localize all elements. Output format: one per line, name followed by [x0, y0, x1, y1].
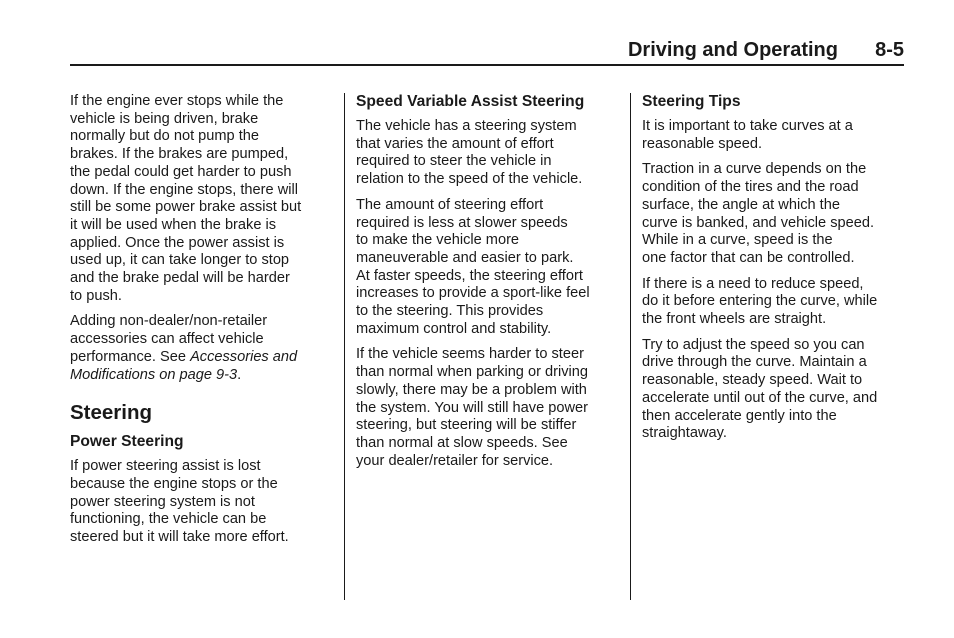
- text-line: If the engine ever stops while the: [70, 93, 284, 109]
- text-line: The amount of steering effort: [356, 196, 544, 213]
- text-line: your dealer/retailer for service.: [356, 452, 554, 469]
- text-line: curve is banked, and vehicle speed.: [642, 214, 875, 231]
- text-line: applied. Once the power assist is: [70, 234, 285, 251]
- text-line: steering, but steering will be stiffer: [356, 417, 577, 434]
- subheading-steering-tips: Steering Tips: [642, 93, 741, 110]
- text-line: required is less at slower speeds: [356, 214, 568, 231]
- text-line: down. If the engine stops, there will: [70, 181, 298, 198]
- paragraph-engine-stops: [70, 93, 332, 305]
- text-line: surface, the angle at which the: [642, 196, 840, 213]
- text-line: because the engine stops or the: [70, 475, 278, 492]
- text-line: brakes. If the brakes are pumped,: [70, 146, 289, 163]
- text-line: maximum control and stability.: [356, 320, 552, 337]
- column-divider: [630, 93, 631, 600]
- text-line: to make the vehicle more: [356, 232, 520, 249]
- text-line: than normal when parking or driving: [356, 364, 589, 381]
- text-line: While in a curve, speed is the: [642, 232, 833, 249]
- subheading-speed-variable-assist: Speed Variable Assist Steering: [356, 93, 585, 110]
- text-line: It is important to take curves at a: [642, 118, 853, 134]
- section-heading-steering: Steering: [70, 401, 153, 425]
- text-line: drive through the curve. Maintain a: [642, 354, 867, 371]
- cross-reference-link[interactable]: Accessories and: [190, 348, 298, 365]
- text-line: straightaway.: [642, 425, 727, 442]
- cross-reference-link[interactable]: Modifications on page 9-3: [70, 366, 238, 383]
- text-line: the system. You will still have power: [356, 399, 588, 416]
- paragraph-steering-system: [356, 118, 618, 189]
- paragraph-curves: [642, 118, 904, 153]
- text-line: Adding non-dealer/non-retailer: [70, 313, 268, 330]
- paragraph-traction: [642, 161, 904, 267]
- text-line: [70, 349, 332, 367]
- text-line: vehicle is being driven, brake: [70, 110, 259, 127]
- text-line: still be some power brake assist but: [70, 199, 302, 216]
- text-line: to push.: [70, 287, 122, 304]
- text-line: Try to adjust the speed so you can: [642, 336, 865, 353]
- text-line: If power steering assist is lost: [70, 458, 261, 475]
- text-line: slowly, there may be a problem with: [356, 381, 587, 398]
- paragraph-harder-to-steer: [356, 346, 618, 470]
- text-line: used up, it can take longer to stop: [70, 252, 290, 269]
- text-line: If the vehicle seems harder to steer: [356, 346, 584, 363]
- section-title: Driving and Operating: [627, 39, 838, 61]
- text-line: functioning, the vehicle can be: [70, 511, 267, 528]
- text-line: that varies the amount of effort: [356, 135, 554, 152]
- text-line: accessories can affect vehicle: [70, 331, 264, 348]
- text-line: the pedal could get harder to push: [70, 163, 292, 180]
- text-line: normally but do not pump the: [70, 128, 260, 145]
- subheading-power-steering: Power Steering: [70, 433, 184, 451]
- text-line: relation to the speed of the vehicle.: [356, 171, 583, 188]
- text-line: increases to provide a sport-like feel: [356, 285, 590, 302]
- text-line: required to steer the vehicle in: [356, 153, 552, 170]
- paragraph-power-steering: [70, 458, 332, 547]
- column-divider: [344, 93, 345, 600]
- text-line: than normal at slow speeds. See: [356, 434, 568, 451]
- page-number: 8-5: [875, 39, 904, 61]
- text-line: power steering system is not: [70, 493, 255, 510]
- text-line: reasonable speed.: [642, 135, 763, 152]
- text-line: reasonable, steady speed. Wait to: [642, 372, 863, 389]
- text-line: maneuverable and easier to park.: [356, 249, 574, 266]
- text-line: accelerate until out of the curve, and: [642, 389, 878, 406]
- text-fragment: performance. See: [70, 348, 191, 365]
- text-line: do it before entering the curve, while: [642, 293, 878, 310]
- paragraph-steering-effort: [356, 197, 618, 339]
- text-line: At faster speeds, the steering effort: [356, 267, 583, 284]
- paragraph-accessories: [70, 313, 332, 384]
- text-line: to the steering. This provides: [356, 303, 544, 320]
- text-line: steered but it will take more effort.: [70, 529, 289, 546]
- text-line: condition of the tires and the road: [642, 179, 859, 196]
- text-line: one factor that can be controlled.: [642, 249, 855, 266]
- header-rule: [70, 64, 904, 66]
- text-line: The vehicle has a steering system: [356, 118, 577, 134]
- paragraph-adjust-speed: [642, 337, 904, 443]
- paragraph-reduce-speed: [642, 276, 904, 329]
- text-line: If there is a need to reduce speed,: [642, 275, 864, 292]
- text-line: the front wheels are straight.: [642, 311, 827, 328]
- text-fragment: .: [237, 366, 242, 383]
- text-line: and the brake pedal will be harder: [70, 270, 290, 287]
- column-3: [642, 92, 904, 451]
- text-line: Traction in a curve depends on the: [642, 161, 867, 178]
- text-line: it will be used when the brake is: [70, 216, 277, 233]
- column-2: [356, 92, 618, 478]
- text-line: then accelerate gently into the: [642, 407, 837, 424]
- column-1: [70, 92, 332, 555]
- text-line: [70, 367, 332, 385]
